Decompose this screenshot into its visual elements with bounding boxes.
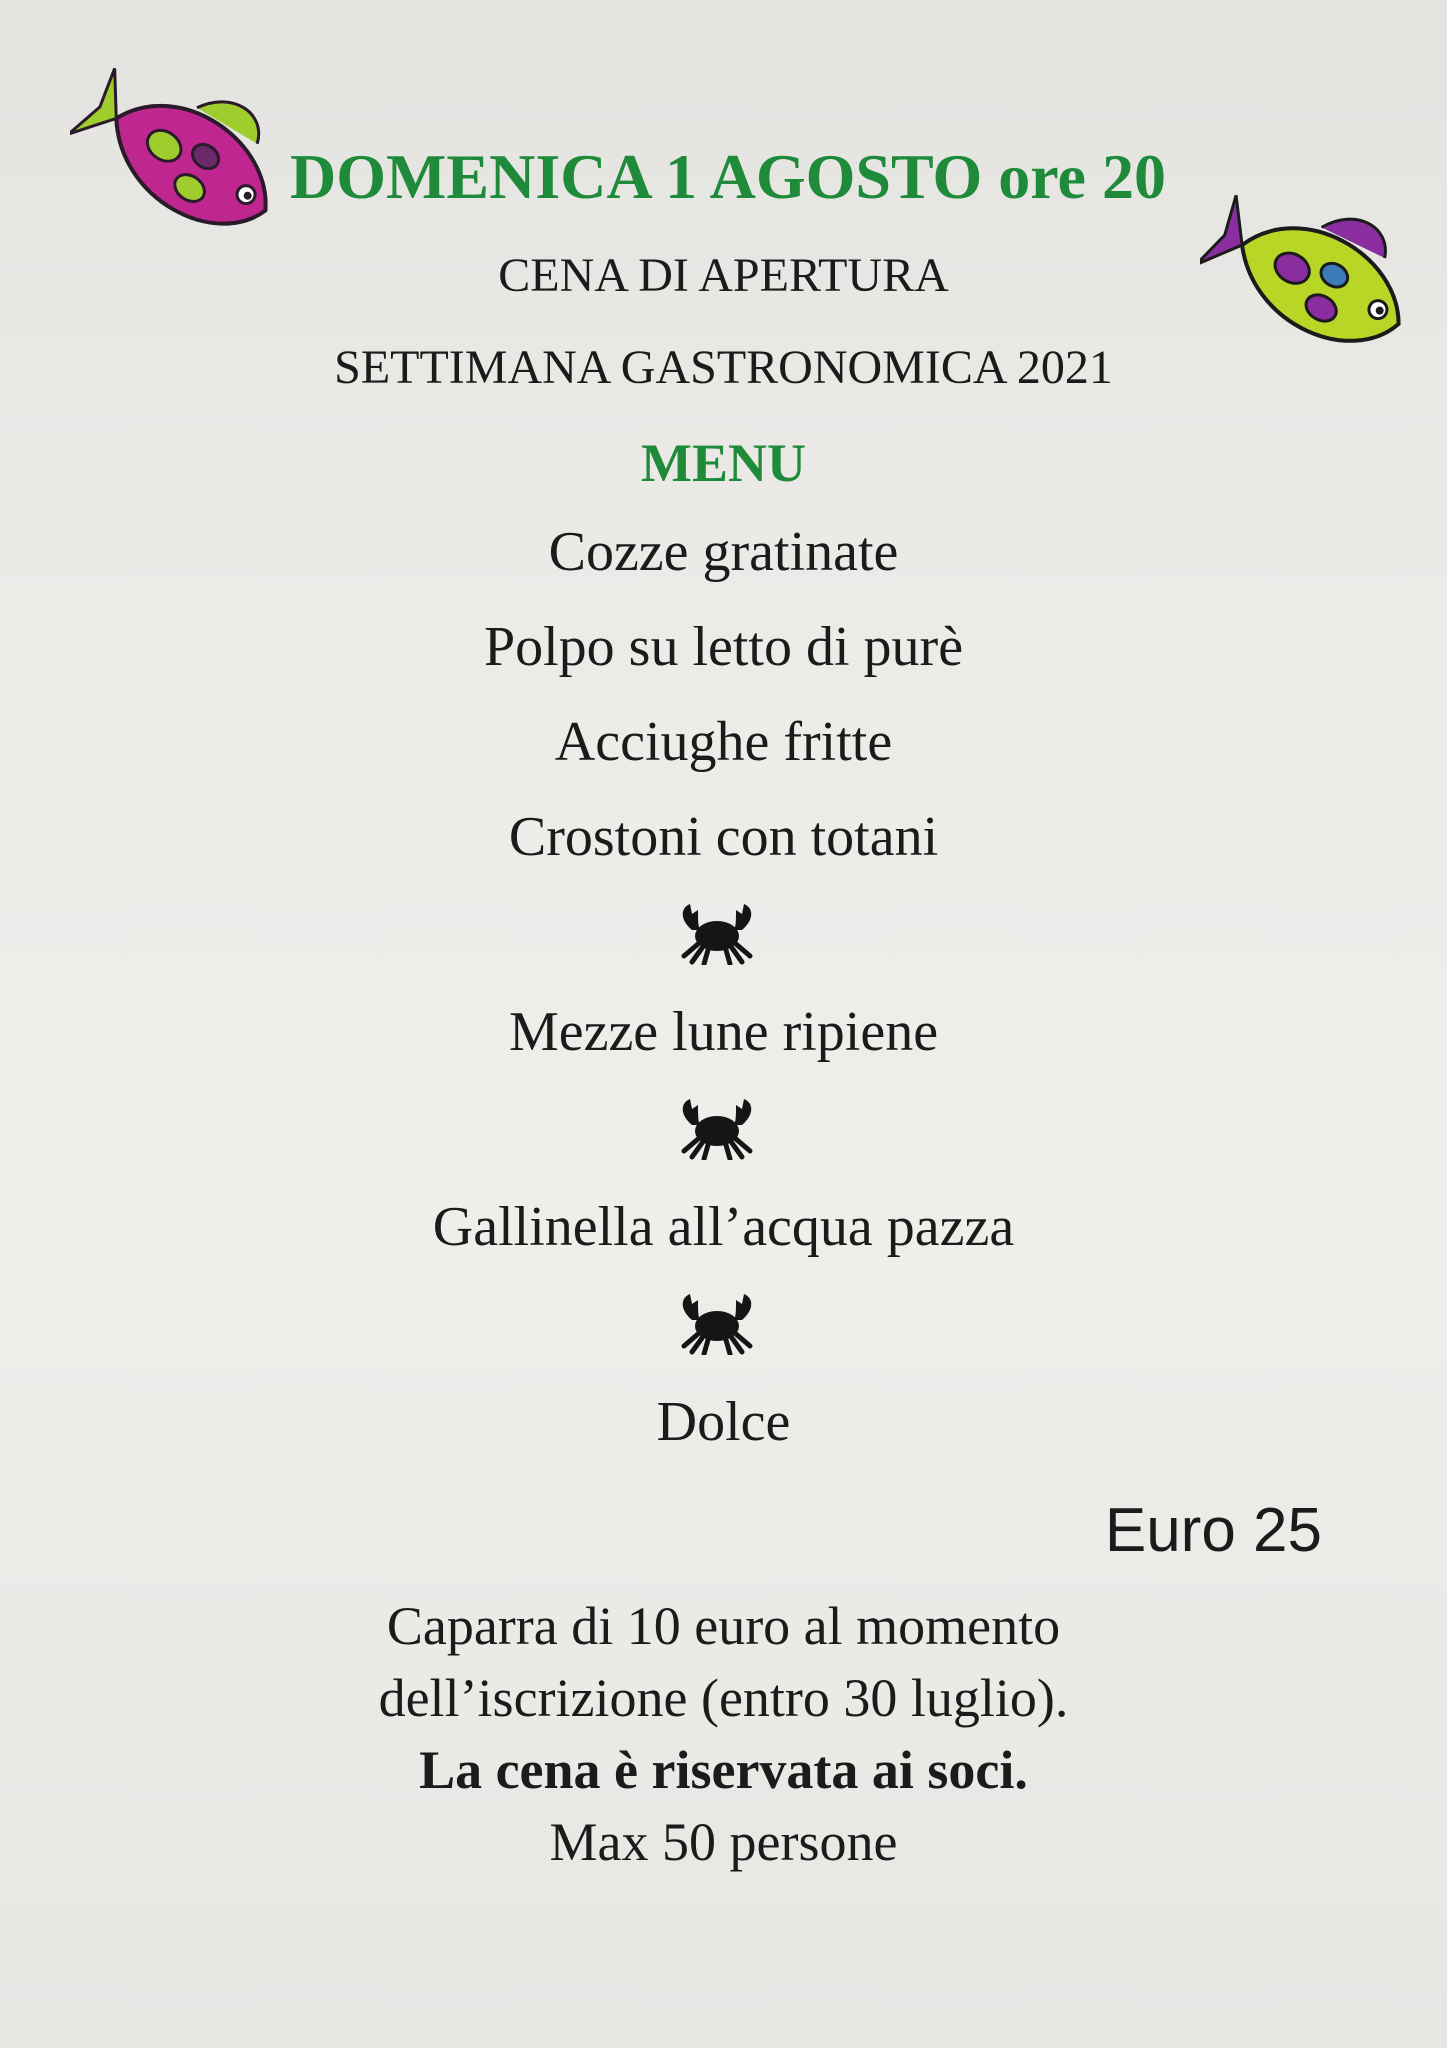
crab-icon: [672, 1290, 762, 1355]
members-only-note: La cena è riservata ai soci.: [419, 1740, 1028, 1800]
dish-item: Dolce: [656, 1391, 791, 1453]
crab-icon: [672, 900, 762, 965]
capacity-note: Max 50 persone: [549, 1812, 898, 1872]
event-subtitle: SETTIMANA GASTRONOMICA 2021: [334, 341, 1113, 394]
crab-icon: [672, 1095, 762, 1160]
event-date: DOMENICA 1 AGOSTO ore 20: [290, 141, 1166, 212]
dish-item: Polpo su letto di purè: [483, 616, 964, 678]
price: Euro 25: [1104, 1496, 1322, 1565]
deposit-note: dell’iscrizione (entro 30 luglio).: [378, 1668, 1069, 1728]
dish-item: Cozze gratinate: [548, 521, 899, 583]
menu-title: MENU: [641, 433, 806, 493]
deposit-note: Caparra di 10 euro al momento: [386, 1596, 1061, 1656]
event-title: CENA DI APERTURA: [498, 249, 949, 302]
dish-item: Crostoni con totani: [508, 806, 939, 868]
dish-item: Acciughe fritte: [554, 711, 893, 773]
dish-item: Gallinella all’acqua pazza: [432, 1196, 1015, 1258]
dish-item: Mezze lune ripiene: [508, 1001, 939, 1063]
